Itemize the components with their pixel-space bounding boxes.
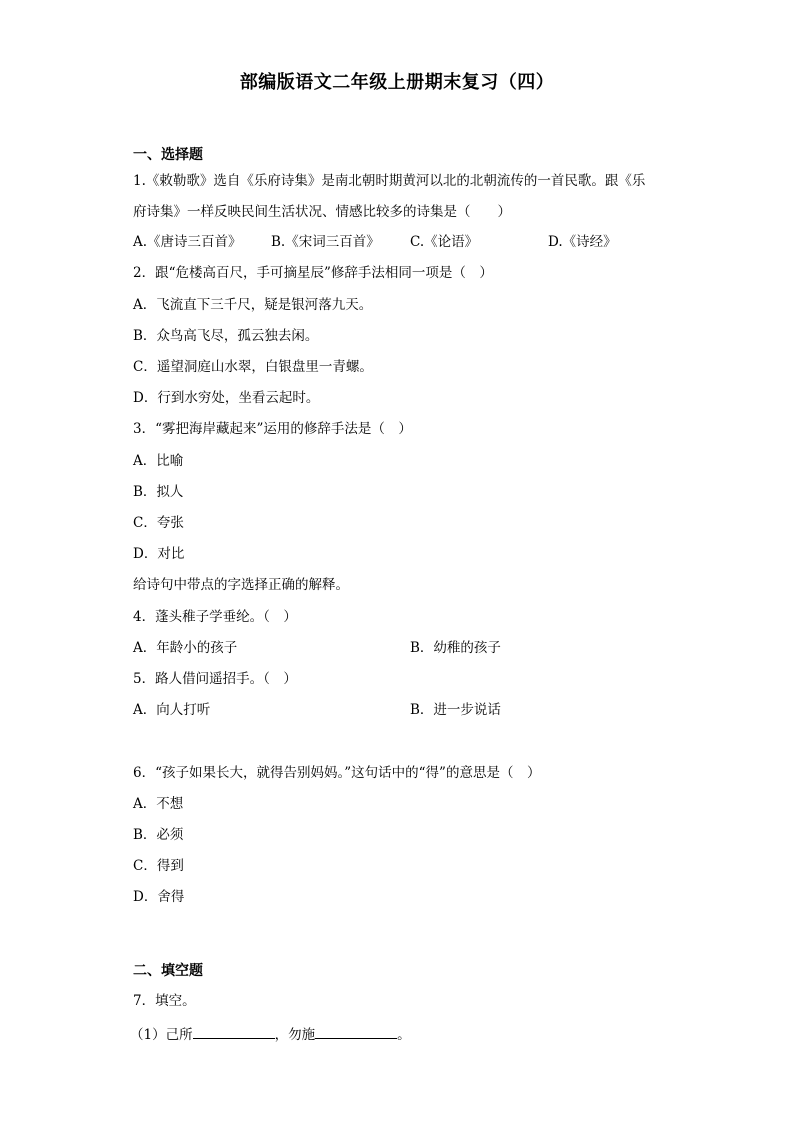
question-6-option-b: B．必须 xyxy=(133,827,184,843)
question-5-option-a: A．向人打听 xyxy=(133,702,211,718)
page-title: 部编版语文二年级上册期末复习（四） xyxy=(239,72,555,93)
question-3-option-b: B．拟人 xyxy=(133,484,184,500)
question-2-option-b: B．众鸟高飞尽，孤云独去闲。 xyxy=(133,328,319,344)
question-7-sub-1 xyxy=(130,1024,411,1045)
question-6-stem: 6．“孩子如果长大，就得告别妈妈。”这句话中的“得”的意思是（ ） xyxy=(133,765,541,781)
question-6-option-d: D．舍得 xyxy=(133,889,185,905)
question-5-option-b: B．进一步说话 xyxy=(410,702,501,718)
question-6-option-a: A．不想 xyxy=(133,796,184,812)
section-heading-choice: 一、选择题 xyxy=(133,147,203,163)
question-2-option-c: C．遥望洞庭山水翠，白银盘里一青螺。 xyxy=(133,359,373,375)
fill-blank-2[interactable] xyxy=(315,1024,397,1039)
question-3-option-d: D．对比 xyxy=(133,546,185,562)
question-4-stem: 4．蓬头稚子学垂纶。（ ） xyxy=(133,609,297,625)
question-3-option-c: C．夸张 xyxy=(133,515,184,531)
question-6-option-c: C．得到 xyxy=(133,858,184,874)
question-7-stem: 7．填空。 xyxy=(133,993,196,1009)
question-3-option-a: A．比喻 xyxy=(133,453,184,469)
section-heading-fill: 二、填空题 xyxy=(133,963,203,979)
question-2-option-a: A．飞流直下三千尺，疑是银河落九天。 xyxy=(133,297,373,313)
question-4-option-b: B．幼稚的孩子 xyxy=(410,640,501,656)
question-1-option-b: B.《宋词三百首》 xyxy=(271,234,380,250)
question-1-option-a: A.《唐诗三百首》 xyxy=(133,234,242,250)
question-7-sub-1-middle: ，勿施 xyxy=(274,1027,316,1043)
question-1-line-2: 府诗集》一样反映民间生活状况、情感比较多的诗集是（ ） xyxy=(133,204,511,220)
question-4-option-a: A．年龄小的孩子 xyxy=(133,640,238,656)
question-1-line-1: 1.《敕勒歌》选自《乐府诗集》是南北朝时期黄河以北的北朝流传的一首民歌。跟《乐 xyxy=(133,173,646,189)
question-3-stem: 3．“雾把海岸藏起来”运用的修辞手法是（ ） xyxy=(133,421,412,437)
question-1-option-c: C.《论语》 xyxy=(410,234,479,250)
question-7-sub-1-end: 。 xyxy=(397,1027,411,1043)
fill-blank-1[interactable] xyxy=(193,1024,275,1039)
question-1-option-d: D.《诗经》 xyxy=(548,234,617,250)
question-2-option-d: D．行到水穷处，坐看云起时。 xyxy=(133,390,320,406)
question-2-stem: 2．跟“危楼高百尺，手可摘星辰”修辞手法相同一项是（ ） xyxy=(133,265,493,281)
question-7-sub-1-prefix: （1）己所 xyxy=(130,1027,193,1043)
question-5-stem: 5．路人借问遥招手。（ ） xyxy=(133,671,297,687)
instruction-text: 给诗句中带点的字选择正确的解释。 xyxy=(133,577,349,593)
